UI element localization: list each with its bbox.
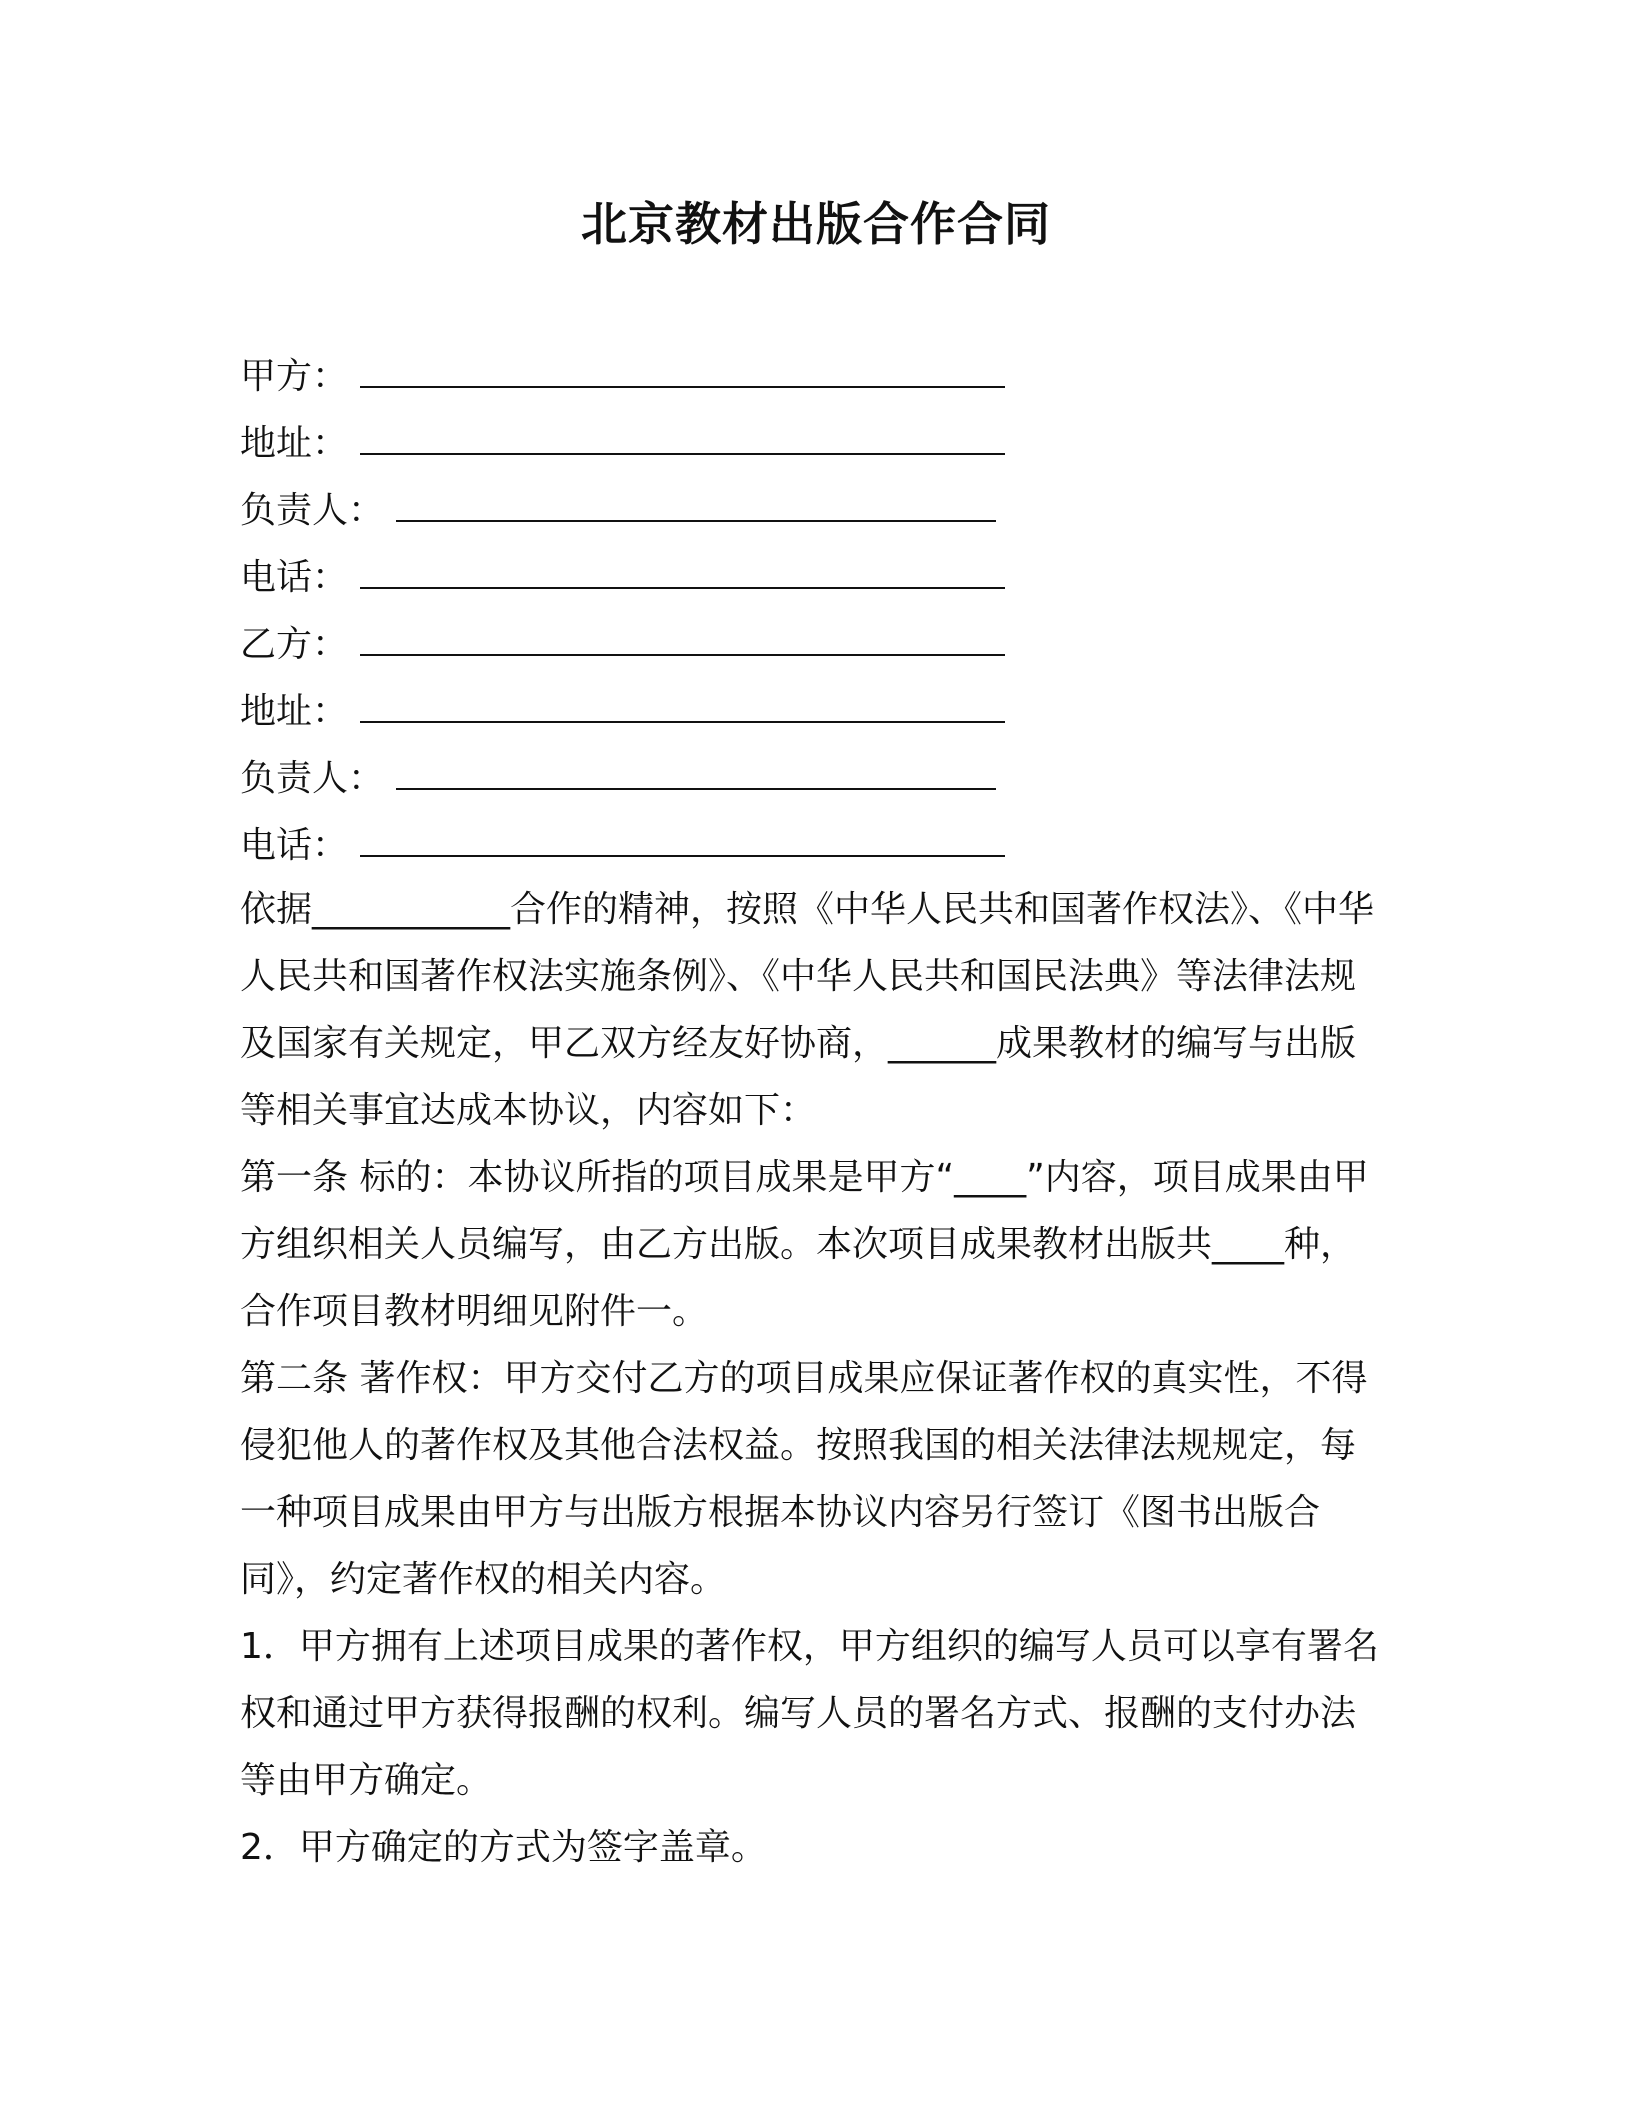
field-label: 电话： [240, 557, 349, 598]
blank-line [360, 417, 1005, 455]
blank-line [360, 819, 1005, 857]
party-a-address-field [240, 417, 1140, 484]
preamble-paragraph: 依据___________合作的精神，按照《中华人民共和国著作权法》、《中华人民共和国著作权法实施条例》、《中华人民共和国民法典》等法律法规及国家有关规定，甲乙双方经友好协商，______成果教材的编写与出版等相关事宜达成本协议，内容如下： [240, 889, 1375, 1131]
blank-line [396, 484, 996, 522]
party-a-phone-field [240, 551, 1140, 618]
party-b-address-field [240, 685, 1140, 752]
blank-line [360, 551, 1005, 589]
article-2-paragraph: 第二条 著作权：甲方交付乙方的项目成果应保证著作权的真实性，不得侵犯他人的著作权及其他合法权益。按照我国的相关法律法规规定，每一种项目成果由甲方与出版方根据本协议内容另行签订《图书出版合同》，约定著作权的相关内容。 [240, 1358, 1368, 1600]
document-title: 北京教材出版合作合同 [581, 197, 1051, 251]
field-label: 电话： [240, 825, 349, 866]
field-label: 负责人： [240, 758, 385, 799]
field-label: 地址： [240, 691, 349, 732]
field-label: 甲方： [240, 356, 349, 397]
contract-body [240, 876, 1380, 1881]
party-a-name-field [240, 350, 1140, 417]
field-label: 地址： [240, 423, 349, 464]
blank-line [360, 685, 1005, 723]
field-label: 负责人： [240, 490, 385, 531]
party-a-contact-field [240, 484, 1140, 551]
blank-line [396, 752, 996, 790]
blank-line [360, 618, 1005, 656]
article-1-paragraph: 第一条 标的：本协议所指的项目成果是甲方“____”内容，项目成果由甲方组织相关人员编写，由乙方出版。本次项目成果教材出版共____种，合作项目教材明细见附件一。 [240, 1157, 1369, 1332]
blank-line [360, 350, 1005, 388]
party-b-contact-field [240, 752, 1140, 819]
party-b-name-field [240, 618, 1140, 685]
party-info-fields [240, 350, 1140, 886]
field-label: 乙方： [240, 624, 349, 665]
clause-2-paragraph: 2．甲方确定的方式为签字盖章。 [240, 1827, 767, 1868]
clause-1-paragraph: 1．甲方拥有上述项目成果的著作权，甲方组织的编写人员可以享有署名权和通过甲方获得报酬的权利。编写人员的署名方式、报酬的支付办法等由甲方确定。 [240, 1626, 1379, 1801]
